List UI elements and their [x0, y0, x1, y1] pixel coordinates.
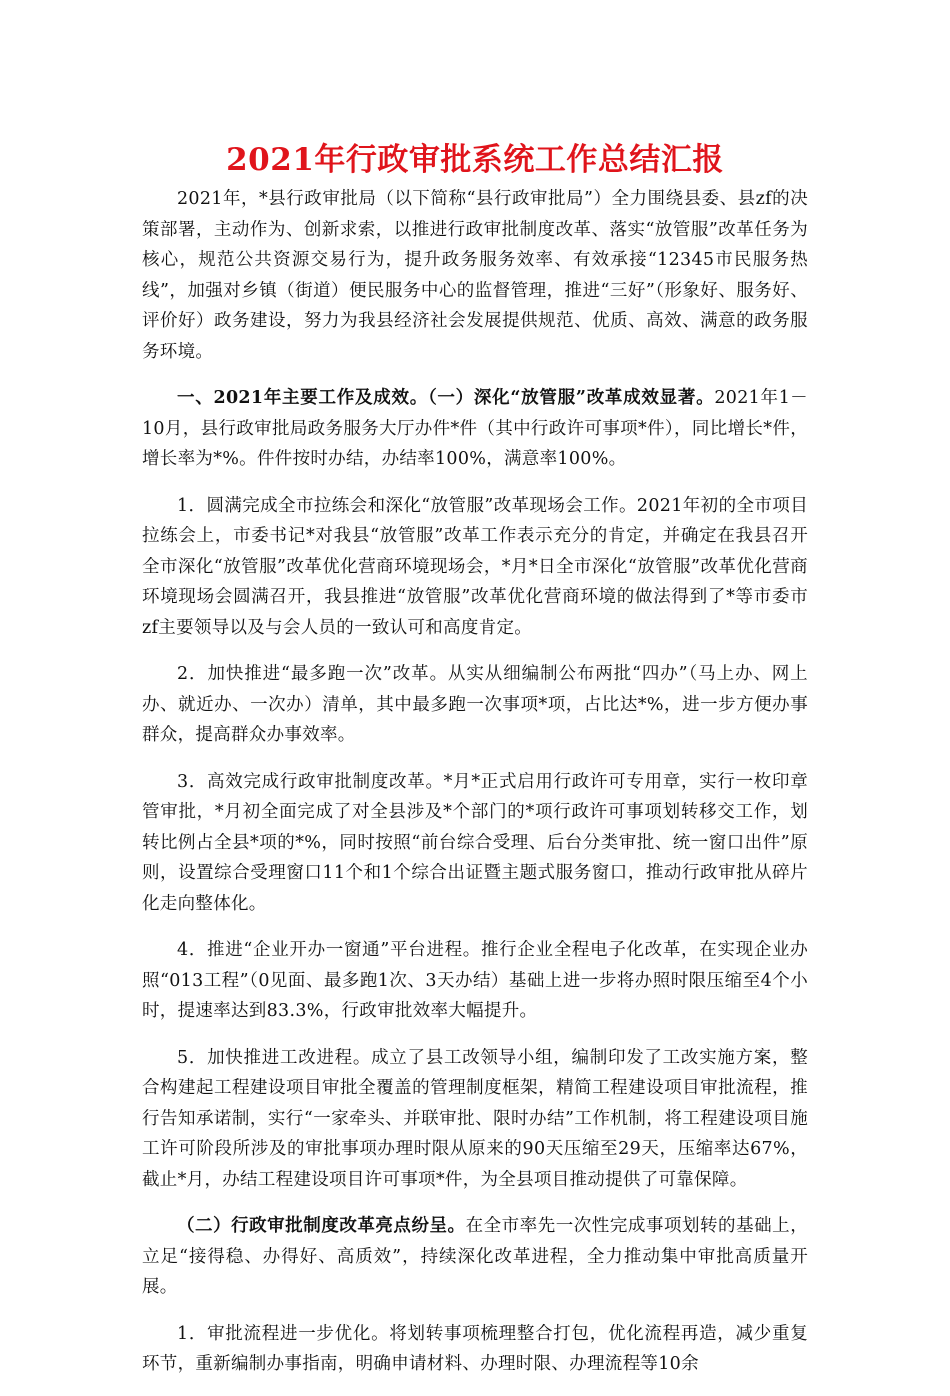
section-heading: 一、2021年主要工作及成效。（一）深化“放管服”改革成效显著。 [177, 388, 715, 408]
paragraph-item-2 [142, 659, 808, 751]
paragraph-item-1 [142, 491, 808, 644]
paragraph-section-one [142, 383, 808, 475]
paragraph-item-4 [142, 935, 808, 1027]
paragraph-text: 2．加快推进“最多跑一次”改革。从实从细编制公布两批“四办”（马上办、网上办、就近办、一次办）清单，其中最多跑一次事项*项，占比达*%，进一步方便办事群众，提高群众办事效率。 [142, 664, 808, 745]
paragraph-text: 3．高效完成行政审批制度改革。*月*正式启用行政许可专用章，实行一枚印章管审批，*月初全面完成了对全县涉及*个部门的*项行政许可事项划转移交工作，划转比例占全县*项的*%，同时按照“前台综合受理、后台分类审批、统一窗口出件”原则，设置综合受理窗口11个和1个综合出证暨主题式服务窗口，推动行政审批从碎片化走向整体化。 [142, 771, 808, 914]
paragraph-text: 4．推进“企业开办一窗通”平台进程。推行企业全程电子化改革，在实现企业办照“013工程”（0见面、最多跑1次、3天办结）基础上进一步将办照时限压缩至4个小时，提速率达到83.3%，行政审批效率大幅提升。 [142, 940, 808, 1021]
paragraph-text: 5．加快推进工改进程。成立了县工改领导小组，编制印发了工改实施方案，整合构建起工程建设项目审批全覆盖的管理制度框架，精简工程建设项目审批流程，推行告知承诺制，实行“一家牵头、并联审批、限时办结”工作机制，将工程建设项目施工许可阶段所涉及的审批事项办理时限从原来的90天压缩至29天，压缩率达67%，截止*月，办结工程建设项目许可事项*件，为全县项目推动提供了可靠保障。 [142, 1047, 808, 1190]
paragraph-section-two [142, 1211, 808, 1303]
paragraph-subitem-1 [142, 1319, 808, 1380]
paragraph-text: 1．圆满完成全市拉练会和深化“放管服”改革现场会工作。2021年初的全市项目拉练会上，市委书记*对我县“放管服”改革工作表示充分的肯定，并确定在我县召开全市深化“放管服”改革优化营商环境现场会，*月*日全市深化“放管服”改革优化营商环境现场会圆满召开，我县推进“放管服”改革优化营商环境的做法得到了*等市委市zf主要领导以及与会人员的一致认可和高度肯定。 [142, 495, 808, 638]
paragraph-text: 1．审批流程进一步优化。将划转事项梳理整合打包，优化流程再造，减少重复环节，重新编制办事指南，明确申请材料、办理时限、办理流程等10余 [142, 1323, 808, 1374]
paragraph-item-3 [142, 767, 808, 920]
section-heading: （二）行政审批制度改革亮点纷呈。 [177, 1216, 466, 1236]
document-page [142, 138, 808, 1396]
document-title: 2021年行政审批系统工作总结汇报 [226, 142, 724, 178]
paragraph-text: 2021年，*县行政审批局（以下简称“县行政审批局”）全力围绕县委、县zf的决策部署，主动作为、创新求索，以推进行政审批制度改革、落实“放管服”改革任务为核心，规范公共资源交易行为，提升政务服务效率、有效承接“12345市民服务热线”，加强对乡镇（街道）便民服务中心的监督管理，推进“三好”（形象好、服务好、评价好）政务建设，努力为我县经济社会发展提供规范、优质、高效、满意的政务服务环境。 [142, 189, 808, 362]
paragraph-text: 2021年1－10月，县行政审批局政务服务大厅办件*件（其中行政许可事项*件），同比增长*件，增长率为*%。件件按时办结，办结率100%，满意率100%。 [142, 388, 808, 469]
paragraph-item-5 [142, 1043, 808, 1196]
paragraph-text: 在全市率先一次性完成事项划转的基础上，立足“接得稳、办得好、高质效”，持续深化改革进程，全力推动集中审批高质量开展。 [142, 1216, 808, 1297]
paragraph-intro [142, 184, 808, 367]
